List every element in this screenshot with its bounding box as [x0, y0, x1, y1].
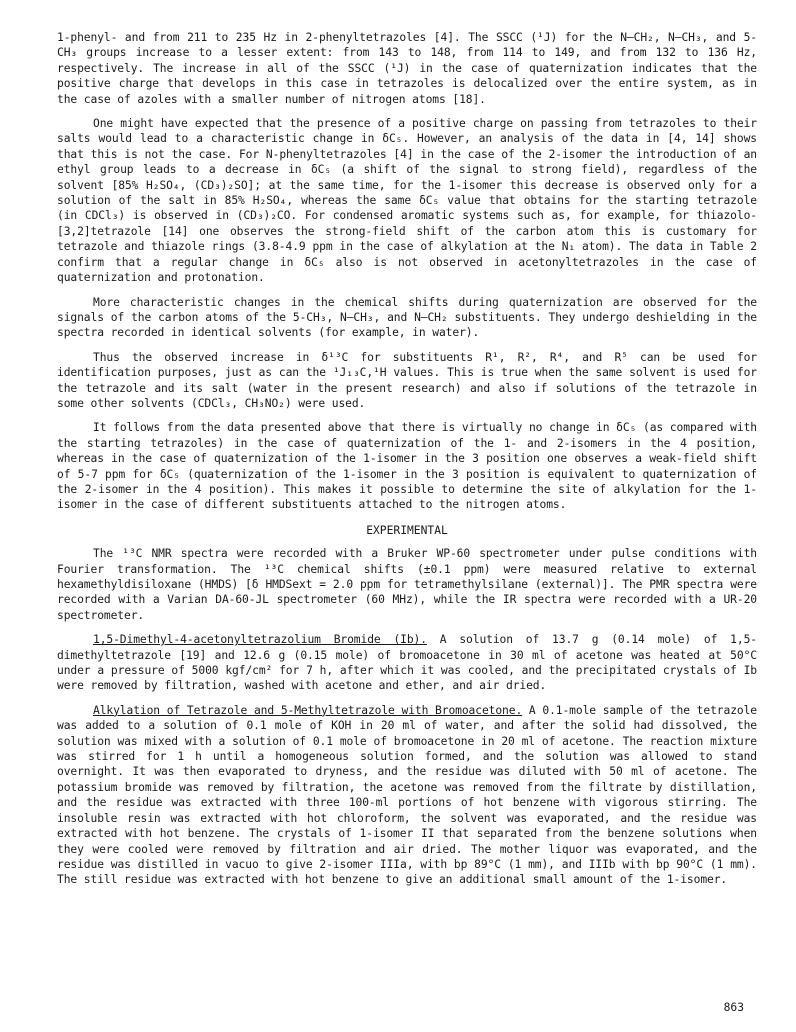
paragraph-conclusion: It follows from the data presented above that there is virtually no change in δC₅ (as compared with the starting tetrazoles) in the case of quaternization of the 1- and 2-isomers in the 4 position, whereas in the case of quaternization of the 1-isomer in the 3 position one observes a weak-field shift of 5-7 ppm for δC₅ (quaternization of the 1-isomer in the 3 position is equivalent to quaternization of the 2-isomer in the 4 position). This makes it possible to determine the site of alkylation for the 1-isomer in the case of different substituents attached to the nitrogen atoms.	[57, 421, 757, 512]
section-heading-experimental: EXPERIMENTAL	[366, 523, 448, 537]
paragraph-alkylation	[57, 703, 757, 888]
paragraph-positive-charge: One might have expected that the presence of a positive charge on passing from tetrazoles to their salts would lead to a characteristic change in δC₅. However, an analysis of the data in [4, 14] shows that this is not the case. For N-phenyltetrazoles [4] in the case of the 2-isomer the introduction of an ethyl group leads to a decrease in δC₅ (a shift of the signal to strong field), regardless of the solvent [85% H₂SO₄, (CD₃)₂SO]; at the same time, for the 1-isomer this decrease is observed only for a solution of the salt in 85% H₂SO₄, whereas the same δC₅ value that obtains for the starting tetrazole (in CDCl₃) is observed in (CD₃)₂CO. For condensed aromatic systems such as, for example, for thiazolo-[3,2]tetrazole [14] one observes the strong-field shift of the carbon atom this is customary for tetrazole and thiazole rings (3.8-4.9 ppm in the case of alkylation at the N₁ atom). The data in Table 2 confirm that a regular change in δC₅ also is not observed in acetonyltetrazoles in the case of quaternization and protonation.	[57, 117, 757, 285]
page-number: 863	[723, 1001, 744, 1014]
paragraph-identification: Thus the observed increase in δ¹³C for substituents R¹, R², R⁴, and R⁵ can be used for identification purposes, just as can the ¹J₁₃C,¹H values. This is true when the same solvent is used for the tetrazole and its salt (water in the present research) and also if solutions of the tetrazole in some other solvents (CDCl₃, CH₃NO₂) were used.	[57, 350, 757, 410]
paragraph-compound-ib	[57, 632, 757, 694]
run-in-body-alkylation: A 0.1-mole sample of the tetrazole was added to a solution of 0.1 mole of KOH in 20 ml of water, and after the solid had dissolved, the solution was mixed with a solution of 0.1 mole of bromoacetone in 20 ml of acetone. The reaction mixture was stirred for 1 h until a homogeneous solution formed, and the solution was allowed to stand overnight. It was then evaporated to dryness, and the residue was diluted with 50 ml of acetone. The potassium bromide was removed by filtration, the acetone was removed from the filtrate by distillation, and the residue was extracted with three 100-ml portions of hot benzene with vigorous stirring. The insoluble resin was extracted with hot chloroform, the solvent was evaporated, and the residue was extracted with hot benzene. The crystals of 1-isomer II that separated from the benzene solutions when they were cooled were removed by filtration and air dried. The mother liquor was evaporated, and the residue was distilled in vacuo to give 2-isomer IIIa, with bp 89°C (1 mm), and IIIb with bp 90°C (1 mm). The still residue was extracted with hot benzene to give an additional small amount of the 1-isomer.	[57, 703, 757, 887]
paragraph-instruments: The ¹³C NMR spectra were recorded with a Bruker WP-60 spectrometer under pulse conditions with Fourier transformation. The ¹³C chemical shifts (±0.1 ppm) were measured relative to external hexamethyldisiloxane (HMDS) [δ HMDSext = 2.0 ppm for tetramethylsilane (external)]. The PMR spectra were recorded with a Varian DA-60-JL spectrometer (60 MHz), while the IR spectra were recorded with a UR-20 spectrometer.	[57, 547, 757, 622]
paragraph-sscc: 1-phenyl- and from 211 to 235 Hz in 2-phenyltetrazoles [4]. The SSCC (¹J) for the N–CH₂, N–CH₃, and 5-CH₃ groups increase to a lesser extent: from 143 to 148, from 114 to 149, and from 132 to 136 Hz, respectively. The increase in all of the SSCC (¹J) in the case of quaternization indicates that the positive charge that develops in this case in tetrazoles is delocalized over the entire system, as in the case of azoles with a smaller number of nitrogen atoms [18].	[57, 31, 757, 106]
run-in-title-alkylation: Alkylation of Tetrazole and 5-Methyltetrazole with Bromoacetone.	[93, 703, 523, 717]
run-in-body-ib: A solution of 13.7 g (0.14 mole) of 1,5-dimethyltetrazole [19] and 12.6 g (0.15 mole) of bromoacetone in 30 ml of acetone was heated at 50°C under a pressure of 5000 kgf/cm² for 7 h, after which it was cooled, and the precipitated crystals of Ib were removed by filtration, washed with acetone and ether, and air dried.	[57, 633, 757, 693]
run-in-title-ib: 1,5-Dimethyl-4-acetonyltetrazolium Bromide (Ib).	[93, 633, 427, 647]
page-body	[57, 30, 757, 897]
paragraph-chemical-shifts: More characteristic changes in the chemical shifts during quaternization are observed for the signals of the carbon atoms of the 5-CH₃, N–CH₃, and N–CH₂ substituents. They undergo deshielding in the spectra recorded in identical solvents (for example, in water).	[57, 295, 757, 340]
